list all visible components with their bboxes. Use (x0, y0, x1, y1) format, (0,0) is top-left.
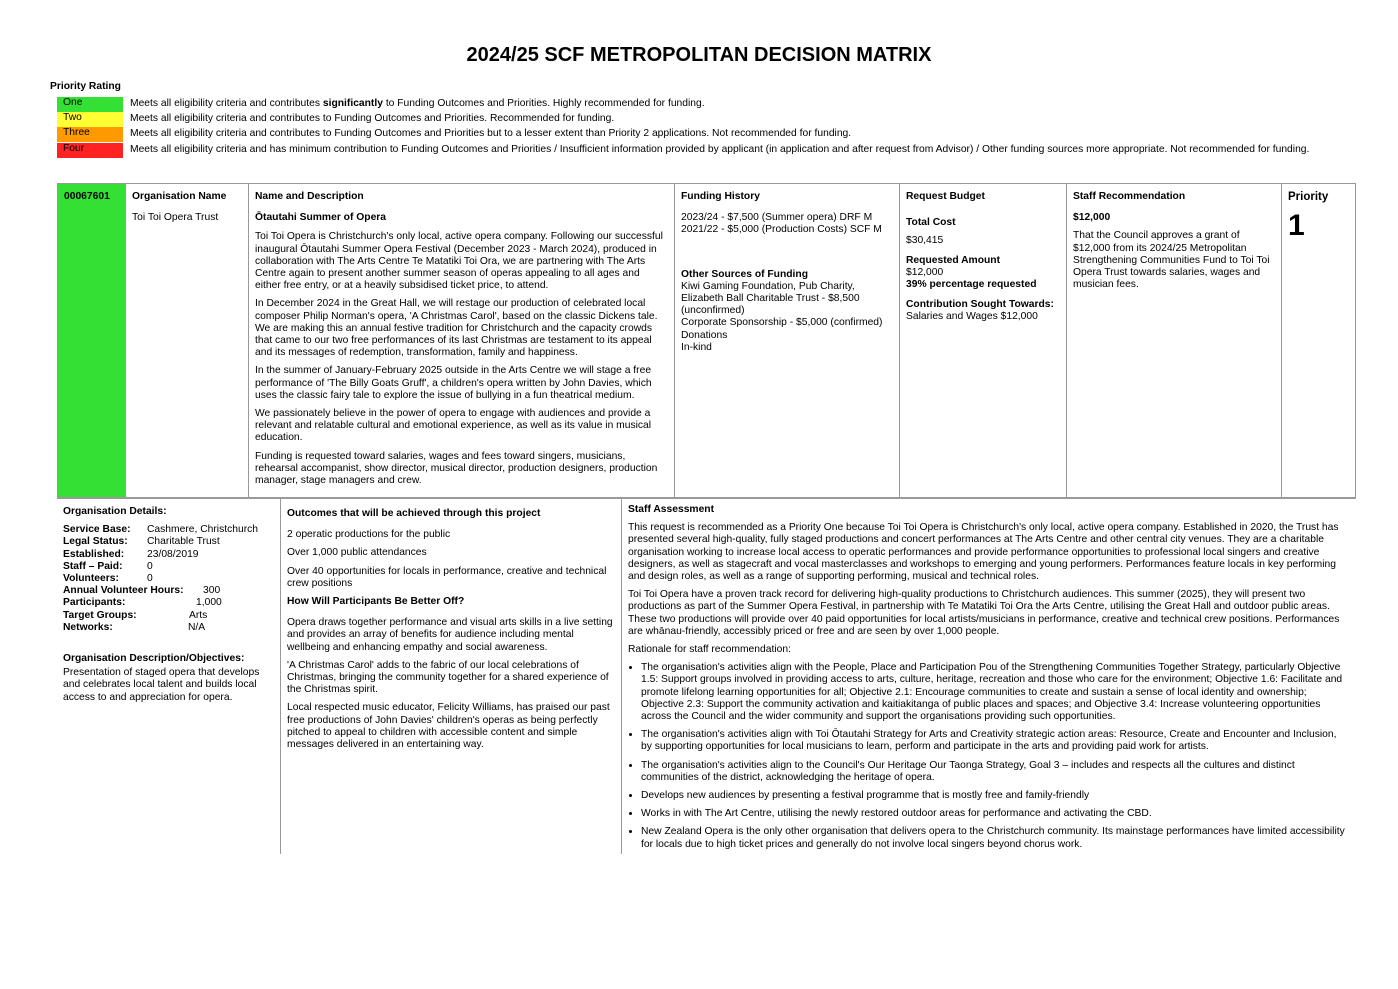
org-details-panel (57, 498, 281, 854)
org-name-header: Organisation Name (132, 191, 227, 202)
org-detail-key: Staff – Paid: (63, 560, 123, 572)
other-source-item: Corporate Sponsorship - $5,000 (confirmed) (681, 317, 883, 329)
priority-swatch: Two (57, 112, 123, 127)
staff-rec-amount: $12,000 (1073, 212, 1111, 224)
org-detail-value: 0 (147, 573, 153, 585)
page-title: 2024/25 SCF METROPOLITAN DECISION MATRIX (466, 44, 932, 66)
priority-rating-heading: Priority Rating (50, 81, 121, 92)
project-description (255, 231, 668, 487)
org-details-list (63, 524, 274, 634)
priority-text-before: Meets all eligibility criteria and has minimum contribution to Funding Outcomes and Priorities / Insufficient information provided by applicant (in application and after request from Advisor) / Other funding sources more appropriate. Not recommended for funding. (130, 144, 1310, 155)
staff-assessment-heading: Staff Assessment (628, 504, 715, 515)
priority-swatch: Four (57, 143, 123, 158)
other-sources-header: Other Sources of Funding (681, 268, 808, 280)
outcome-item: Over 1,000 public attendances (287, 547, 427, 559)
staff-assessment-panel (622, 498, 1356, 854)
priority-rating-row (57, 143, 1317, 158)
better-off-heading: How Will Participants Be Better Off? (287, 596, 465, 608)
description-paragraph: In the summer of January-February 2025 outside in the Arts Centre we will stage a free performance of 'The Billy Goats Gruff', a children's opera written by John Davies, which uses the classic fairy tale to explore the issue of bullying in a fun theatrical medium. (255, 365, 652, 401)
application-table (57, 183, 1356, 499)
better-off-list (287, 617, 615, 751)
description-cell (249, 184, 675, 499)
org-detail-key: Participants: (63, 597, 126, 609)
org-detail-row (63, 573, 274, 585)
outcomes-panel (281, 498, 622, 854)
description-paragraph: We passionately believe in the power of opera to engage with audiences and provide a relevant and relatable cultural and emotional experience, as well as its value in musical education. (255, 408, 652, 444)
priority-rating-text (130, 112, 1317, 127)
description-paragraph: Funding is requested toward salaries, wages and fees toward singers, musicians, rehearsal accompanist, show director, musical director, production designers, production manager, stage managers and crew. (255, 450, 658, 487)
staff-rec-cell (1067, 184, 1282, 499)
better-off-item: Opera draws together performance and visual arts skills in a live setting and provides an array of benefits for audience including mental wellbeing and enhancing empathy and social awareness. (287, 617, 613, 653)
rationale-bullet: • The organisation's activities align with Toi Ōtautahi Strategy for Arts and Creativity strategic action areas: Resource, Create and Encounter and Inclusion, by supporting opportunities for local musicians to learn, perform and participate in the arts and providing paid work for artists. (641, 729, 1350, 753)
priority-swatch: One (57, 97, 123, 112)
org-detail-value: Charitable Trust (147, 536, 220, 548)
description-header: Name and Description (255, 191, 364, 202)
assessment-section (57, 497, 1356, 854)
org-detail-row (63, 549, 274, 561)
budget-header: Request Budget (906, 191, 985, 202)
org-detail-key: Networks: (63, 621, 113, 633)
priority-rating-row (57, 112, 1317, 127)
sought-label: Contribution Sought Towards: (906, 299, 1054, 311)
application-row (58, 184, 1356, 499)
percentage-requested: 39% percentage requested (906, 279, 1037, 291)
org-detail-value: N/A (188, 621, 206, 633)
rationale-bullet: • New Zealand Opera is the only other organisation that delivers opera to the Christchurch community. Its mainstage performances have limited accessibility for locals due to high ticket prices and generally do not involve local singers beyond chorus work. (641, 826, 1350, 850)
other-source-item: In-kind (681, 341, 712, 353)
priority-rating-text (130, 143, 1317, 158)
org-detail-value: 300 (203, 585, 221, 597)
better-off-item: Local respected music educator, Felicity Williams, has praised our past free productions of John Davies' children's operas as being perfectly pitched to appeal to children with accessible content and simple messages delivered in an entertaining way. (287, 702, 610, 751)
priority-text-after: to Funding Outcomes and Priorities. Highly recommended for funding. (382, 98, 705, 109)
priority-swatch: Three (57, 127, 123, 142)
org-detail-key: Target Groups: (63, 609, 137, 621)
outcomes-heading: Outcomes that will be achieved through this project (287, 508, 541, 519)
org-desc-heading: Organisation Description/Objectives: (63, 653, 245, 665)
org-details-heading: Organisation Details: (63, 506, 167, 517)
funding-history-header: Funding History (681, 191, 760, 202)
org-detail-row (63, 536, 274, 548)
better-off-item: 'A Christmas Carol' adds to the fabric of our local celebrations of Christmas, bringing the community together for a shared experience of the Christmas spirit. (287, 659, 609, 696)
funding-history-item: 2021/22 - $5,000 (Production Costs) SCF M (681, 224, 882, 236)
priority-cell (1282, 184, 1356, 499)
priority-text-bold: significantly (322, 98, 383, 109)
other-source-item: Kiwi Gaming Foundation, Pub Charity, Elizabeth Ball Charitable Trust - $8,500 (unconfirmed) (681, 280, 860, 317)
priority-rating-text (130, 127, 1317, 142)
staff-assessment-text (628, 522, 1350, 656)
priority-text-before: Meets all eligibility criteria and contributes (130, 98, 323, 109)
org-detail-row (63, 561, 274, 573)
org-detail-value: 1,000 (196, 597, 222, 609)
funding-history (681, 212, 893, 236)
org-detail-value: Arts (189, 609, 208, 621)
description-paragraph: In December 2024 in the Great Hall, we will restage our production of celebrated local composer Philip Norman's opera, 'A Christmas Carol', based on the classic Dickens tale. We are making this an annual festive tradition for Christchurch and the capacity crowds that came to our two free performances of its last Christmas are testament to its appeal and its messages of redemption, transformation, family and happiness. (255, 298, 658, 359)
staff-assessment-paragraph: Rationale for staff recommendation: (628, 644, 791, 656)
staff-assessment-paragraph: This request is recommended as a Priority One because Toi Toi Opera is Christchurch's only local, active opera company. Established in 2020, the Trust has presented several high-quality, fully staged productions and concert performances at The Arts Centre and other central city venues. They are a charitable organisation working to increase local access to operatic performances and provide performance opportunities to professional local singers and creative designers, as well as stagecraft and vocal masterclasses and workshops to emerging and young performers. Performances feature locals in key performing and design roles, as well as a range of supporting performing, musical and technical roles. (628, 522, 1339, 583)
rationale-bullet: • Develops new audiences by presenting a festival programme that is mostly free and family-friendly (641, 790, 1350, 802)
rationale-list (628, 662, 1350, 851)
priority-rating-row (57, 127, 1317, 142)
priority-rating-text (130, 97, 1317, 112)
funding-history-item: 2023/24 - $7,500 (Summer opera) DRF M (681, 212, 873, 224)
org-name-cell (126, 184, 249, 499)
total-cost-label: Total Cost (906, 217, 956, 229)
application-ref: 00067601 (58, 184, 126, 499)
total-cost: $30,415 (906, 235, 944, 247)
staff-assessment-paragraph: Toi Toi Opera have a proven track record for delivering high-quality productions to Christchurch audiences. This summer (2025), they will present two productions as part of the Summer Opera Festival, in partnership with Te Matatiki Toi Ora the Arts Centre, utilising the Great Hall and outdoor public areas. These two productions will provide over 40 paid opportunities for local artists/musicians in performance, creative and technical crew positions. Performances are whānau-friendly, accessibly priced or free and are seen by over 1,000 people. (628, 589, 1340, 637)
other-source-item: Donations (681, 329, 728, 341)
outcome-item: Over 40 opportunities for locals in performance, creative and technical crew positions (287, 565, 607, 589)
other-sources (681, 281, 893, 354)
priority-header: Priority (1288, 191, 1329, 203)
org-detail-value: 0 (147, 560, 153, 572)
priority-rating-row (57, 97, 1317, 112)
priority-text-before: Meets all eligibility criteria and contributes to Funding Outcomes and Priorities. Recommended for funding. (130, 113, 615, 124)
rationale-bullet: • Works in with The Art Centre, utilising the newly restored outdoor areas for performance and activating the CBD. (641, 808, 1350, 820)
org-detail-key: Established: (63, 548, 125, 560)
org-detail-row (63, 622, 274, 634)
org-detail-row (63, 524, 274, 536)
outcomes-list (287, 529, 615, 590)
priority-value: 1 (1288, 209, 1305, 243)
rationale-bullet: • The organisation's activities align with the People, Place and Participation Pou of the Strengthening Communities Together Strategy, particularly Objective 1.5: Support groups involved in providing access to arts, culture, heritage, recreation and those who care for the environment; Objective 1.6: Facilitate and promote lifelong learning opportunities for all; Objective 2.1: Encourage communities to create and sustain a sense of local identity and ownership; Objective 2.3: Support the community activation and kaitiakitanga of public places and spaces; and Objective 3.4: Increase volunteering opportunities across the Council and the wider community and support the organisations providing such opportunities. (641, 662, 1350, 723)
org-name: Toi Toi Opera Trust (132, 212, 219, 224)
outcome-item: 2 operatic productions for the public (287, 529, 451, 541)
org-detail-value: Cashmere, Christchurch (147, 524, 259, 536)
org-detail-key: Legal Status: (63, 536, 128, 548)
org-detail-key: Service Base: (63, 524, 131, 536)
description-paragraph: Toi Toi Opera is Christchurch's only local, active opera company. Following our successful inaugural Ōtautahi Summer Opera Festival (December 2023 - March 2024), produced in collaboration with The Arts Centre Te Matatiki Toi Ora, we are partnering with The Arts Centre again to present another summer season of operas appealing to all ages and either free entry, or at a heavily subsidised ticket price, to attend. (255, 231, 663, 292)
org-detail-row (63, 597, 274, 609)
org-desc: Presentation of staged opera that develops and celebrates local talent and builds local access to and appreciation for opera. (63, 667, 260, 703)
org-detail-key: Annual Volunteer Hours: (63, 585, 184, 597)
budget-cell (900, 184, 1067, 499)
priority-text-before: Meets all eligibility criteria and contributes to Funding Outcomes and Priorities but to a lesser extent than Priority 2 applications. Not recommended for funding. (130, 128, 852, 139)
sought-towards: Salaries and Wages $12,000 (906, 311, 1038, 323)
funding-cell (675, 184, 900, 499)
project-name: Ōtautahi Summer of Opera (255, 212, 387, 224)
staff-rec-header: Staff Recommendation (1073, 191, 1186, 202)
org-detail-value: 23/08/2019 (147, 548, 199, 560)
org-detail-row (63, 610, 274, 622)
rationale-bullet: • The organisation's activities align to the Council's Our Heritage Our Taonga Strategy, Goal 3 – includes and respects all the cultures and distinct communities of the district, acknowledging the heritage of opera. (641, 760, 1350, 784)
requested-label: Requested Amount (906, 254, 1001, 266)
org-detail-row (63, 585, 274, 597)
staff-rec-text: That the Council approves a grant of $12,000 from its 2024/25 Metropolitan Strengthening Communities Fund to Toi Toi Opera Trust towards salaries, wages and musician fees. (1073, 230, 1270, 291)
requested-amount: $12,000 (906, 266, 944, 278)
org-detail-key: Volunteers: (63, 573, 119, 585)
